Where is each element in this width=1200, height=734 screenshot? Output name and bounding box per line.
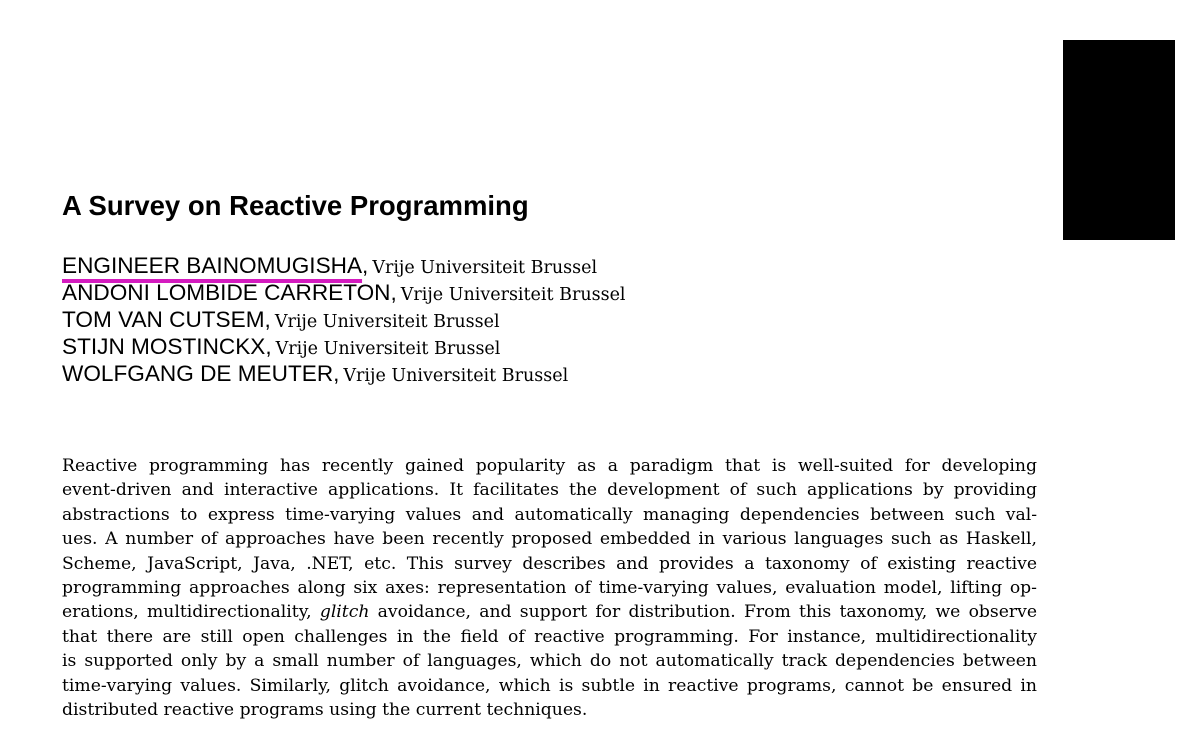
- redaction-block: [1063, 40, 1175, 240]
- abstract: [62, 454, 1037, 722]
- abstract-text: abstractions to express time-varying values and automatically managing dependencies between such val-: [62, 504, 1037, 525]
- abstract-text: event-driven and interactive applications. It facilitates the development of such applications by providing: [62, 480, 1037, 501]
- abstract-line: [62, 649, 1037, 673]
- abstract-line: [62, 600, 1037, 624]
- author-separator: ,: [362, 253, 369, 278]
- abstract-line: [62, 674, 1037, 698]
- author-name: TOM VAN CUTSEM: [62, 307, 265, 332]
- author-affiliation: Vrije Universiteit Brussel: [343, 366, 569, 386]
- abstract-text: Scheme, JavaScript, Java, .NET, etc. This survey describes and provides a taxonomy of existing reactive: [62, 553, 1037, 574]
- author-separator: ,: [265, 334, 272, 359]
- abstract-line: [62, 454, 1037, 478]
- author-affiliation: Vrije Universiteit Brussel: [274, 312, 500, 332]
- author-entry: [62, 279, 626, 306]
- abstract-text: time-varying values. Similarly, glitch avoidance, which is subtle in reactive programs, cannot be ensured in: [62, 675, 1037, 696]
- author-entry: [62, 252, 626, 279]
- author-entry: [62, 306, 626, 333]
- abstract-line: [62, 576, 1037, 600]
- paper-title: A Survey on Reactive Programming: [62, 190, 529, 221]
- abstract-text: distributed reactive programs using the current techniques.: [62, 700, 588, 721]
- abstract-line: [62, 478, 1037, 502]
- abstract-line: [62, 552, 1037, 576]
- abstract-line: [62, 625, 1037, 649]
- author-name: WOLFGANG DE MEUTER: [62, 361, 334, 386]
- abstract-line: [62, 698, 1037, 722]
- author-entry: [62, 333, 626, 360]
- abstract-line: [62, 503, 1037, 527]
- abstract-emphasis: glitch: [319, 602, 370, 623]
- author-affiliation: Vrije Universiteit Brussel: [372, 258, 598, 278]
- abstract-line: [62, 527, 1037, 551]
- author-affiliation: Vrije Universiteit Brussel: [400, 285, 626, 305]
- author-name: STIJN MOSTINCKX: [62, 334, 266, 359]
- abstract-text: is supported only by a small number of languages, which do not automatically track dependencies between: [62, 651, 1037, 672]
- author-affiliation: Vrije Universiteit Brussel: [275, 339, 501, 359]
- author-name: ANDONI LOMBIDE CARRETON: [62, 280, 391, 305]
- abstract-text: avoidance, and support for distribution. From this taxonomy, we observe: [369, 602, 1038, 623]
- abstract-text: erations, multidirectionality,: [62, 602, 320, 623]
- abstract-text: that there are still open challenges in the field of reactive programming. For instance, multidirectionality: [62, 626, 1037, 647]
- author-separator: ,: [390, 280, 397, 305]
- author-name: ENGINEER BAINOMUGISHA: [62, 253, 363, 278]
- abstract-text: ues. A number of approaches have been recently proposed embedded in various languages such as Haskell,: [62, 529, 1037, 550]
- author-separator: ,: [264, 307, 271, 332]
- author-separator: ,: [333, 361, 340, 386]
- author-list: [62, 252, 626, 387]
- abstract-text: programming approaches along six axes: representation of time-varying values, evaluation model, lifting op-: [62, 578, 1037, 599]
- abstract-text: Reactive programming has recently gained popularity as a paradigm that is well-suited for developing: [62, 456, 1037, 476]
- author-entry: [62, 360, 626, 387]
